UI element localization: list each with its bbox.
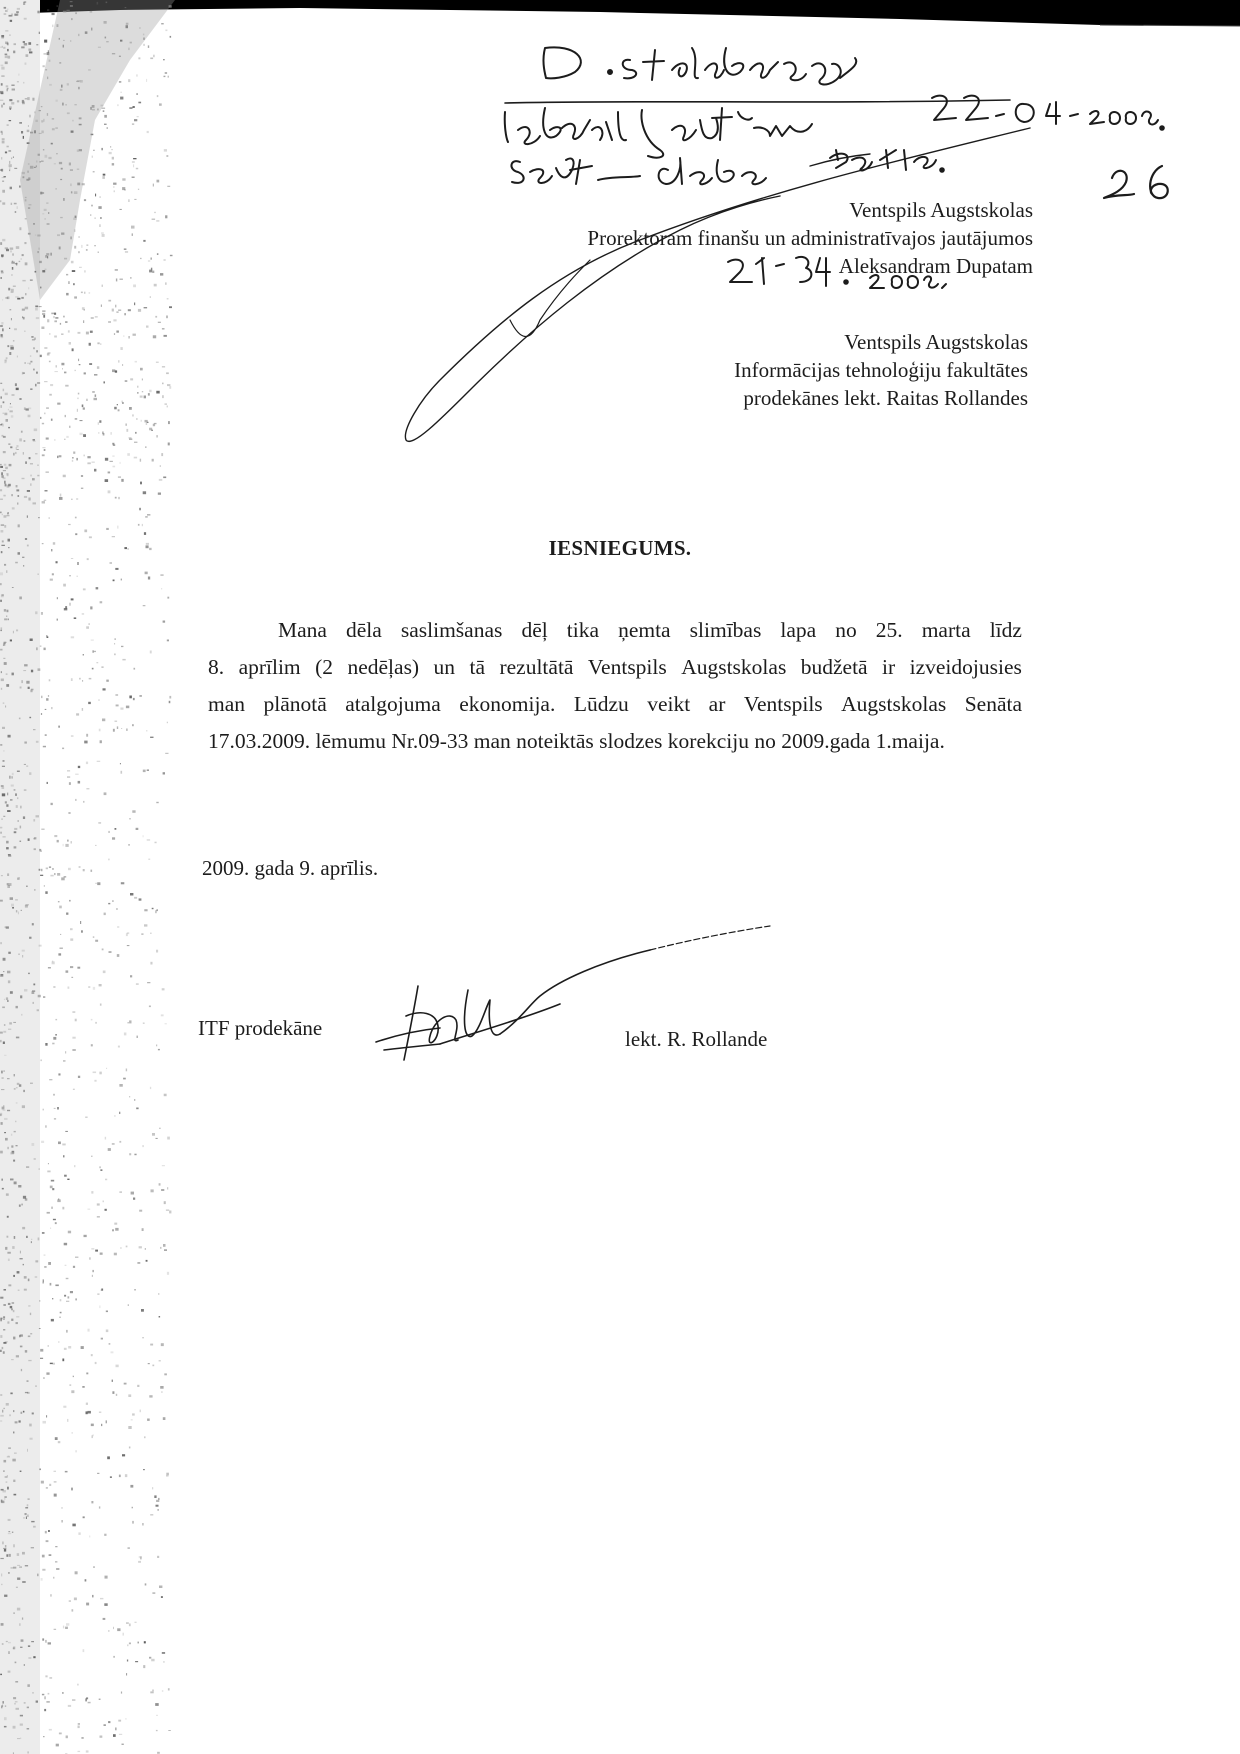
sender-line-1: Ventspils Augstskolas	[844, 330, 1028, 354]
body-line: 17.03.2009. lēmumu Nr.09-33 man noteiktās slodzes korekciju no 2009.gada 1.maija.	[208, 729, 945, 753]
scan-top-edge	[0, 0, 1240, 38]
handwritten-instruction-1	[505, 108, 812, 158]
sender-block	[734, 328, 1028, 412]
recipient-line-3: Aleksandram Dupatam	[838, 254, 1033, 278]
document-date: 2009. gada 9. aprīlis.	[202, 856, 379, 880]
sender-line-3: prodekānes lekt. Raitas Rollandes	[743, 386, 1028, 410]
document-title: IESNIEGUMS.	[548, 536, 692, 560]
body-line: man plānotā atalgojuma ekonomija. Lūdzu veikt ar Ventspils Augstskolas Senāta	[208, 692, 1022, 716]
handwritten-date-top	[932, 96, 1164, 130]
handwritten-underline	[505, 100, 1010, 103]
handwritten-name	[543, 47, 856, 84]
signature-name: lekt. R. Rollande	[625, 1027, 768, 1051]
recipient-line-2: Prorektoram finanšu un administratīvajos jautājumos	[587, 226, 1033, 250]
body-line: Mana dēla saslimšanas dēļ tika ņemta slimības lapa no 25. marta līdz	[278, 618, 1022, 642]
handwritten-number-mark	[1104, 166, 1168, 198]
body-line: 8. aprīlim (2 nedēļas) un tā rezultātā Ventspils Augstskolas budžetā ir izveidojusies	[208, 655, 1022, 679]
body-paragraph	[208, 612, 1022, 760]
scan-left-edge	[0, 0, 175, 1754]
handwritten-instruction-2	[511, 150, 943, 184]
recipient-line-1: Ventspils Augstskolas	[849, 198, 1033, 222]
sender-line-2: Informācijas tehnoloģiju fakultātes	[734, 358, 1028, 382]
recipient-block	[587, 196, 1033, 280]
signature-position: ITF prodekāne	[198, 1016, 323, 1040]
